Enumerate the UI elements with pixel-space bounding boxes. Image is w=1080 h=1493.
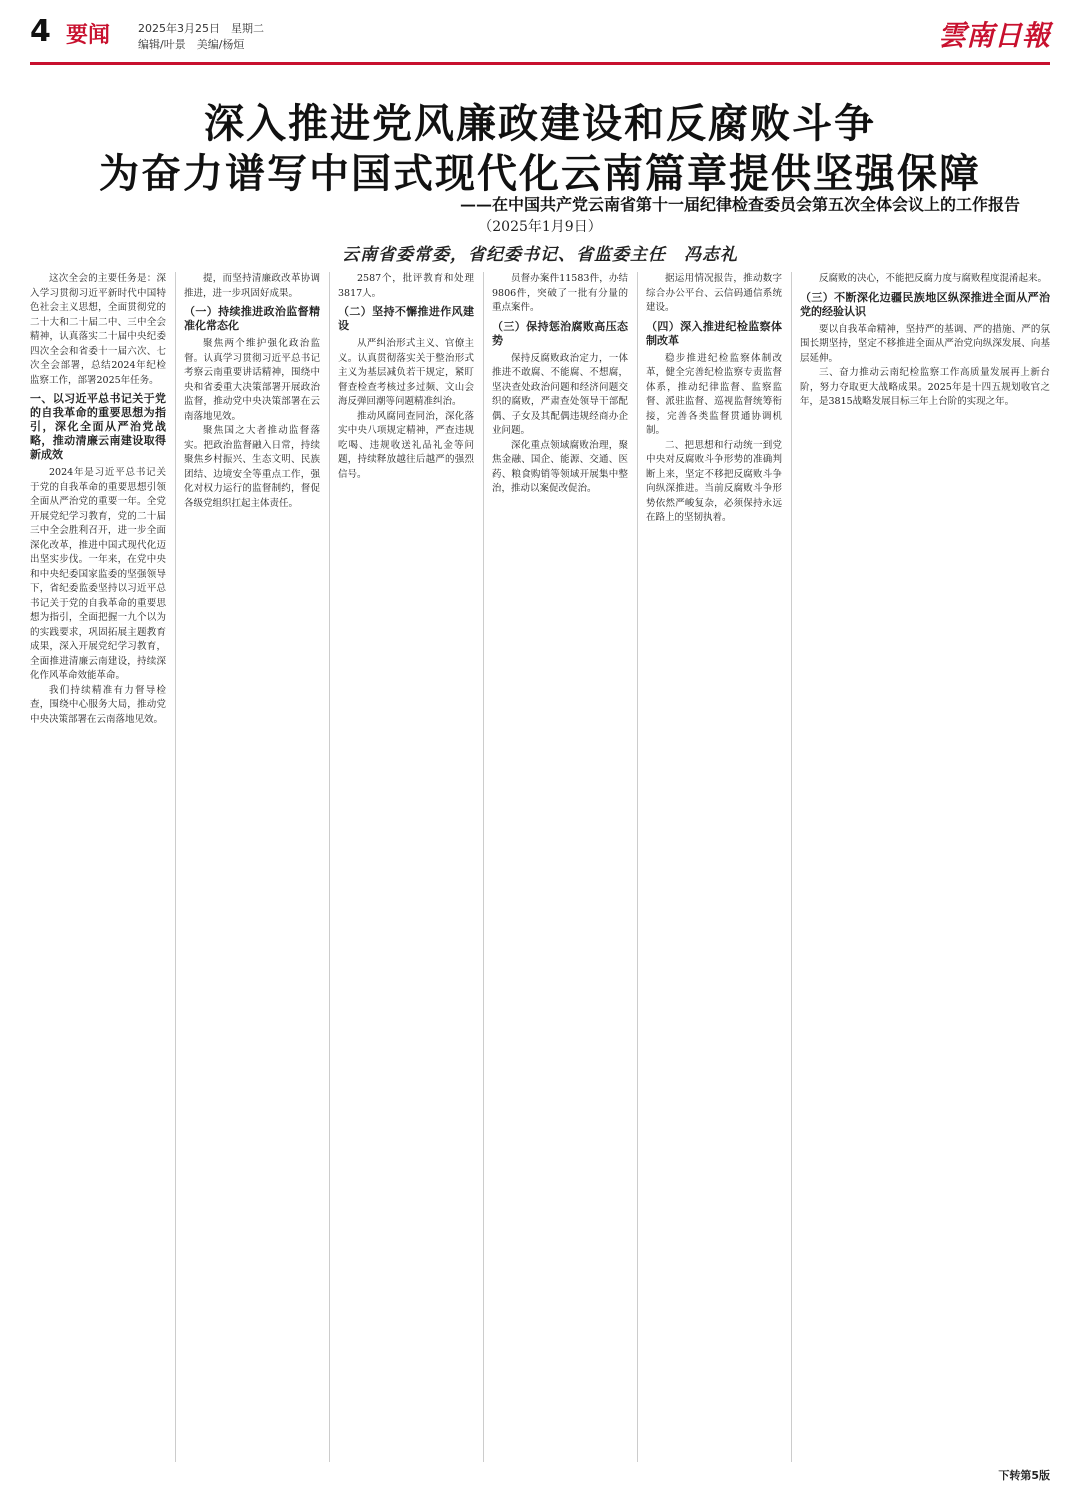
column-6 <box>800 272 1050 1462</box>
paragraph: 推动风腐同查同治，深化落实中央八项规定精神，严查违规吃喝、违规收送礼品礼金等问题，持续释放越往后越严的强烈信号。 <box>338 410 474 480</box>
headline-line-1: 深入推进党风廉政建设和反腐败斗争 <box>204 101 876 147</box>
column-2 <box>184 272 320 1462</box>
column-4 <box>492 272 628 1462</box>
page-number: 4 <box>30 14 51 49</box>
column-3 <box>338 272 474 1462</box>
column-divider <box>483 272 484 1462</box>
column-5 <box>646 272 782 1462</box>
author-byline: 云南省委常委，省纪委书记、省监委主任 冯志礼 <box>342 245 738 265</box>
section-heading: （三）保持惩治腐败高压态势 <box>492 319 628 347</box>
paragraph: 三、奋力推动云南纪检监察工作高质量发展再上新台阶，努力夺取更大战略成果。2025年是十四五规划收官之年，是3815战略发展目标三年上台阶的实现之年。 <box>800 367 1050 407</box>
masthead <box>30 14 1050 60</box>
newspaper-logo: 雲南日報 <box>937 19 1050 52</box>
paragraph: 二、把思想和行动统一到党中央对反腐败斗争形势的准确判断上来，坚定不移把反腐败斗争向纵深推进。当前反腐败斗争形势依然严峻复杂，必须保持永远在路上的坚韧执着。 <box>646 439 782 523</box>
report-date: （2025年1月9日） <box>478 219 602 235</box>
paragraph: 深化重点领域腐败治理，聚焦金融、国企、能源、交通、医药、粮食购销等领域开展集中整治，推动以案促改促治。 <box>492 439 628 494</box>
paragraph: 聚焦两个维护强化政治监督。认真学习贯彻习近平总书记考察云南重要讲话精神，围绕中央和省委重大决策部署开展政治监督，推动党中央决策部署在云南落地见效。 <box>184 338 320 422</box>
column-divider <box>175 272 176 1462</box>
paragraph: 员督办案件11583件，办结9806件，突破了一批有分量的重点案件。 <box>492 273 628 313</box>
paragraph: 要以自我革命精神，坚持严的基调、严的措施、严的氛围长期坚持，坚定不移推进全面从严治党向纵深发展、向基层延伸。 <box>800 323 1050 364</box>
continued-note: 下转第5版 <box>998 1469 1050 1482</box>
paragraph: 反腐败的决心，不能把反腐力度与腐败程度混淆起来。 <box>819 273 1048 284</box>
column-divider <box>791 272 792 1462</box>
paragraph: 保持反腐败政治定力，一体推进不敢腐、不能腐、不想腐，坚决查处政治问题和经济问题交织的腐败，严肃查处领导干部配偶、子女及其配偶违规经商办企业问题。 <box>492 352 628 436</box>
paragraph: 这次全会的主要任务是：深入学习贯彻习近平新时代中国特色社会主义思想，全面贯彻党的二十大和二十届二中、三中全会精神，认真落实二十届中央纪委四次全会和省委十一届六次、七次全会部署，总结2024年纪检监察工作，部署2025年任务。 <box>30 273 166 386</box>
section-heading: （四）深入推进纪检监察体制改革 <box>646 319 782 347</box>
paragraph: 稳步推进纪检监察体制改革，健全完善纪检监察专责监督体系，推动纪律监督、监察监督、派驻监督、巡视监督统筹衔接，完善各类监督贯通协调机制。 <box>646 352 782 436</box>
column-1 <box>30 272 166 1462</box>
headline-line-2: 为奋力谱写中国式现代化云南篇章提供坚强保障 <box>99 151 981 197</box>
paragraph: 提，而坚持清廉政改革协调推进，进一步巩固好成果。 <box>184 273 320 299</box>
issue-date: 2025年3月25日 星期二 <box>138 22 264 35</box>
issue-editors: 编辑/叶景 美编/杨烜 <box>138 38 245 51</box>
section-label: 要闻 <box>66 23 111 48</box>
article-body <box>30 272 1050 1462</box>
paragraph: 我们持续精准有力督导检查，围绕中心服务大局，推动党中央决策部署在云南落地见效。 <box>30 684 166 725</box>
paragraph: 2587个，批评教育和处理3817人。 <box>338 273 474 299</box>
paragraph: 据运用情况报告，推动数字综合办公平台、云信码通信系统建设。 <box>646 273 782 313</box>
section-heading: 一、以习近平总书记关于党的自我革命的重要思想为指引，深化全面从严治党战略，推动清廉云南建设取得新成效 <box>30 392 166 461</box>
paragraph: 聚焦国之大者推动监督落实。把政治监督融入日常，持续聚焦乡村振兴、生态文明、民族团结、边境安全等重点工作，强化对权力运行的监督制约，督促各级党组织扛起主体责任。 <box>184 425 320 509</box>
paragraph: 2024年是习近平总书记关于党的自我革命的重要思想引领全面从严治党的重要一年。全党开展党纪学习教育，党的二十届三中全会胜利召开，进一步全面深化改革，推进中国式现代化迈出坚实步伐。一年来，在党中央和中央纪委国家监委的坚强领导下，省纪委监委坚持以习近平总书记关于党的自我革命的重要思想为指引，全面把握一九个以为的实践要求，巩固拓展主题教育成果，深入开展党纪学习教育，全面推进清廉云南建设，持续深化作风革命效能革命。 <box>30 467 166 681</box>
column-divider <box>637 272 638 1462</box>
section-heading: （一）持续推进政治监督精准化常态化 <box>184 305 320 332</box>
header-rule <box>30 62 1050 65</box>
paragraph: 从严纠治形式主义、官僚主义。认真贯彻落实关于整治形式主义为基层减负若干规定，紧盯督查检查考核过多过频、文山会海反弹回潮等问题精准纠治。 <box>338 338 474 407</box>
section-heading: （三）不断深化边疆民族地区纵深推进全面从严治党的经验认识 <box>800 290 1050 318</box>
column-divider <box>329 272 330 1462</box>
subtitle: ——在中国共产党云南省第十一届纪律检查委员会第五次全体会议上的工作报告 <box>459 195 1020 214</box>
section-heading: （二）坚持不懈推进作风建设 <box>338 305 474 332</box>
